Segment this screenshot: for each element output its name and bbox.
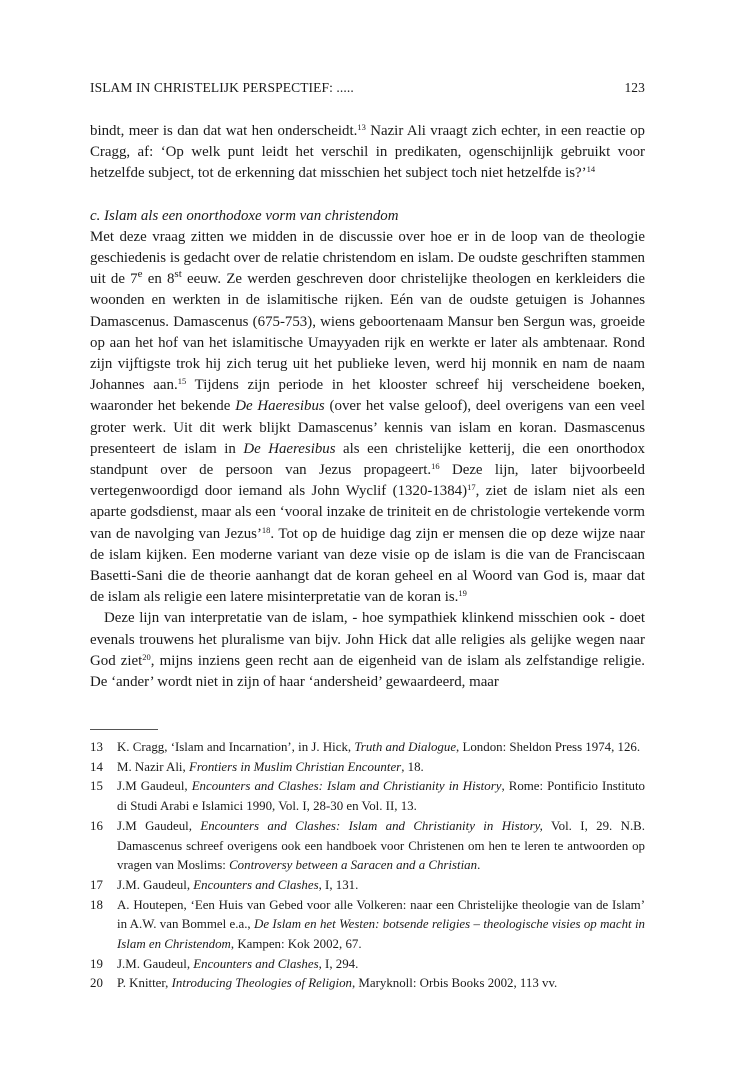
footnote-13 bbox=[90, 738, 645, 758]
book-title: Controversy between a Saracen and a Christian bbox=[229, 858, 478, 873]
text-run: , Kampen: Kok 2002, 67. bbox=[230, 937, 362, 952]
footnote-16 bbox=[90, 817, 645, 876]
text-run: Tijdens zijn periode in het klooster schreef hij verscheidene boeken, waaronder het bekende bbox=[90, 377, 645, 415]
text-run: , I, 131. bbox=[318, 877, 359, 892]
text-run: als een christelijke ketterij, die een onorthodox standpunt over de persoon van Jezus propageert. bbox=[90, 440, 645, 479]
footnote-number: 13 bbox=[90, 740, 103, 754]
text-run: K. Cragg, ‘Islam and Incarnation’, in J. Hick, bbox=[117, 740, 355, 754]
footnote-separator bbox=[90, 729, 158, 730]
text-run: , I, 294. bbox=[318, 956, 359, 971]
paragraph-2 bbox=[90, 227, 645, 609]
footnote-number: 20 bbox=[90, 976, 103, 991]
footnote-number: 15 bbox=[90, 779, 103, 794]
footnote-20 bbox=[90, 974, 645, 994]
text-run: eeuw. Ze werden geschreven door christelijke theologen en kerkleiders die woonden en werkten in de islamitische rijken. Eén van de oudste getuigen is Johannes Damascenus. Damascenus (675-753), wiens geboortenaam Mansur ben Sergun was, groeide op aan het hof van het islamitische Umayyaden rijk en werkte er later als ambtenaar. Rond zijn vijftigste trok hij zich terug uit het publieke leven, werd hij monnik en nam de naam Johannes aan. bbox=[90, 271, 645, 394]
section-heading: c. Islam als een onorthodoxe vorm van christendom bbox=[90, 207, 399, 224]
footnote-19 bbox=[90, 955, 645, 975]
text-run: J.M Gaudeul, bbox=[117, 779, 192, 794]
footnote-15 bbox=[90, 777, 645, 816]
footnote-number: 14 bbox=[90, 759, 103, 774]
text-run: , London: Sheldon Press 1974, 126. bbox=[456, 740, 641, 754]
text-run: , Rome: Pontificio Instituto di Studi Arabi e Islamici 1990, Vol. I, 28-30 en Vol. II, 13. bbox=[117, 779, 645, 814]
book-title: Frontiers in Muslim Christian Encounter bbox=[188, 759, 402, 774]
book-title: De Islam en het Westen: botsende religies – theologische visies op macht in Islam en Christendom bbox=[117, 917, 645, 952]
page-number: 123 bbox=[624, 80, 645, 95]
footnote-number: 19 bbox=[90, 956, 103, 971]
book-title: Encounters and Clashes: Islam and Christianity in History bbox=[191, 779, 502, 794]
book-title: Truth and Dialogue bbox=[354, 740, 457, 754]
footnote-ref-15[interactable]: 15 bbox=[177, 376, 187, 387]
paragraph-1 bbox=[90, 121, 645, 185]
ordinal-suffix: st bbox=[174, 268, 182, 281]
text-run: bindt, meer is dan dat wat hen onderscheidt. bbox=[90, 123, 358, 139]
book-title: Encounters and Clashes bbox=[193, 956, 319, 971]
text-run: J.M Gaudeul, bbox=[117, 818, 201, 833]
text-run: , 18. bbox=[401, 759, 424, 774]
text-run: J.M. Gaudeul, bbox=[117, 956, 194, 971]
text-run: en 8 bbox=[142, 271, 175, 288]
footnote-number: 17 bbox=[90, 877, 103, 892]
text-run: M. Nazir Ali, bbox=[117, 759, 189, 774]
footnote-ref-20[interactable]: 20 bbox=[142, 651, 151, 662]
book-title: Introducing Theologies of Religion bbox=[171, 976, 352, 991]
book-title: Encounters and Clashes bbox=[193, 877, 319, 892]
text-run: , mijns inziens geen recht aan de eigenheid van de islam als zelfstandige religie. De ‘ander’ wordt niet in zijn of haar ‘andersheid’ gewaardeerd, maar bbox=[90, 652, 646, 691]
text-run: P. Knitter, bbox=[117, 976, 172, 991]
footnote-14 bbox=[90, 758, 645, 778]
book-title: Encounters and Clashes: Islam and Christianity in History, bbox=[200, 818, 543, 833]
main-text bbox=[90, 121, 645, 693]
footnote-ref-16[interactable]: 16 bbox=[431, 461, 440, 472]
running-title: ISLAM IN CHRISTELIJK PERSPECTIEF: ..... bbox=[90, 80, 354, 95]
text-run: A. Houtepen, ‘Een Huis van Gebed voor alle Volkeren: naar een Christelijke theologie van de Islam’ in A.W. van Bommel e.a., bbox=[117, 897, 645, 932]
paragraph-3 bbox=[90, 608, 645, 693]
text-run: Met deze vraag zitten we midden in de discussie over hoe er in de loop van de theologie geschiedenis is gedacht over de relatie christendom en islam. De oudste geschriften stammen uit de 7 bbox=[90, 228, 645, 288]
book-title: De Haeresibus bbox=[243, 440, 336, 457]
footnote-number: 16 bbox=[90, 818, 103, 833]
footnotes bbox=[90, 738, 645, 994]
footnote-ref-17[interactable]: 17 bbox=[467, 482, 476, 493]
ordinal-suffix: e bbox=[137, 268, 143, 281]
text-run: , Maryknoll: Orbis Books 2002, 113 vv. bbox=[351, 976, 558, 991]
book-title: De Haeresibus bbox=[235, 398, 325, 415]
footnote-number: 18 bbox=[90, 897, 103, 912]
text-run: J.M. Gaudeul, bbox=[117, 877, 194, 892]
footnote-18 bbox=[90, 896, 645, 955]
text-run: . bbox=[477, 858, 481, 873]
text-run: Deze lijn van interpretatie van de islam, - hoe sympathiek klinkend misschien ook - doet evenals trouwens het pluralisme van bijv. John Hick dat alle religies als gelijke wegen naar God ziet bbox=[90, 610, 645, 669]
text-run: Nazir Ali vraagt zich echter, in een reactie op Cragg, af: ‘Op welk punt leidt het verschil in predikaten, ogenschijnlijk gebruikt voor hetzelfde subject, tot de erkenning dat misschien het subject toch niet hetzelfde is?’ bbox=[90, 123, 645, 182]
text-run: , ziet de islam niet als een aparte godsdienst, maar als een ‘vooral inzake de triniteit en de christologie vertekende vorm van de navolging van Jezus’ bbox=[90, 483, 645, 542]
footnote-ref-14[interactable]: 14 bbox=[586, 164, 596, 175]
text-run: Deze lijn, later bijvoorbeeld vertegenwoordigd door iemand als John Wyclif (1320-1384) bbox=[90, 462, 645, 500]
footnote-ref-19[interactable]: 19 bbox=[458, 588, 467, 599]
footnote-17 bbox=[90, 876, 645, 896]
footnote-ref-18[interactable]: 18 bbox=[261, 524, 271, 535]
footnote-ref-13[interactable]: 13 bbox=[357, 122, 366, 132]
text-run: (over het valse geloof), deel overigens van een veel groter werk. Uit dit werk blijkt Damascenus’ kennis van islam en koran. Dasmascenus presenteert de islam in bbox=[90, 398, 645, 457]
text-run: Vol. I, 29. N.B. Damascenus schreef overigens ook een handboek voor Christenen om hen te leren te antwoorden op vragen van Moslims: bbox=[117, 818, 645, 873]
text-run: . Tot op de huidige dag zijn er mensen die op deze wijze naar de islam kijken. Een moderne variant van deze visie op de islam is die van de Franciscaan Basetti-Sani die de theorie aanhangt dat de koran geheel en al Woord van God is, maar dat de islam als religie een latere misinterpretatie van de koran is. bbox=[90, 525, 646, 606]
